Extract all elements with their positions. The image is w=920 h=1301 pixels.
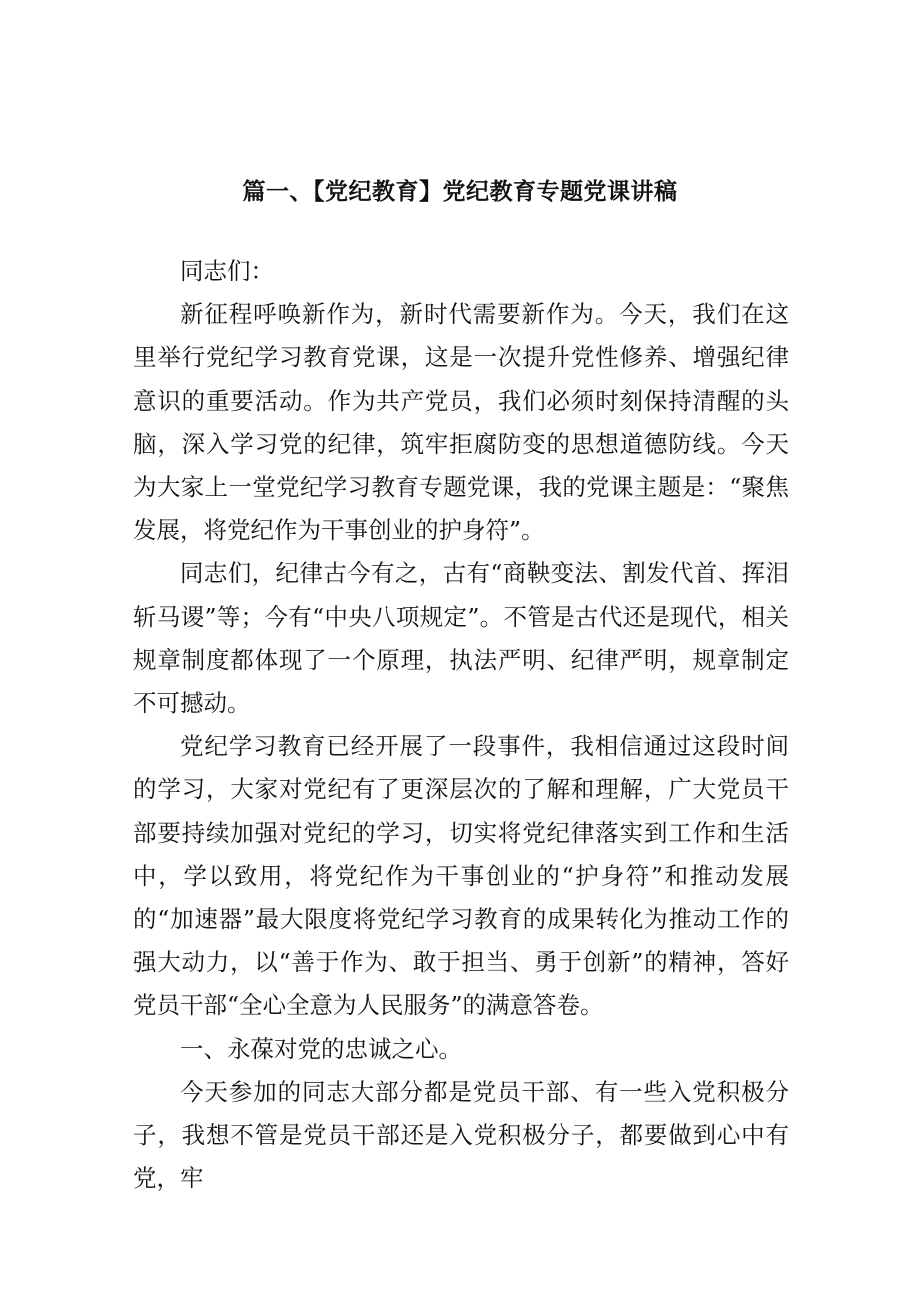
paragraph-intro: 新征程呼唤新作为，新时代需要新作为。今天，我们在这里举行党纪学习教育党课，这是一次提升党性修养、增强纪律意识的重要活动。作为共产党员，我们必须时刻保持清醒的头脑，深入学习党的纪律，筑牢拒腐防变的思想道德防线。今天为大家上一堂党纪学习教育专题党课，我的党课主题是：“聚焦发展，将党纪作为干事创业的护身符”。 <box>133 300 789 545</box>
section-heading-loyalty: 一、永葆对党的忠诚之心。 <box>180 1034 462 1063</box>
paragraph-education-progress: 党纪学习教育已经开展了一段事件，我相信通过这段时间的学习，大家对党纪有了更深层次的了解和理解，广大党员干部要持续加强对党纪的学习，切实将党纪律落实到工作和生活中，学以致用，将党纪作为干事创业的“护身符”和推动发展的“加速器”最大限度将党纪学习教育的成果转化为推动工作的强大动力，以“善于作为、敢于担当、勇于创新”的精神，答好党员干部“全心全意为人民服务”的满意答卷。 <box>133 732 789 1020</box>
document-title: 篇一、【党纪教育】党纪教育专题党课讲稿 <box>242 178 678 205</box>
paragraph-greeting: 同志们： <box>180 257 274 285</box>
paragraph-loyalty: 今天参加的同志大部分都是党员干部、有一些入党积极分子，我想不管是党员干部还是入党积极分子，都要做到心中有党，牢 <box>133 1077 789 1193</box>
document-body <box>133 250 789 1200</box>
paragraph-discipline-history: 同志们，纪律古今有之，古有“商鞅变法、割发代首、挥泪斩马谡”等；今有“中央八项规定”。不管是古代还是现代，相关规章制度都体现了一个原理，执法严明、纪律严明，规章制定不可撼动。 <box>133 559 789 718</box>
